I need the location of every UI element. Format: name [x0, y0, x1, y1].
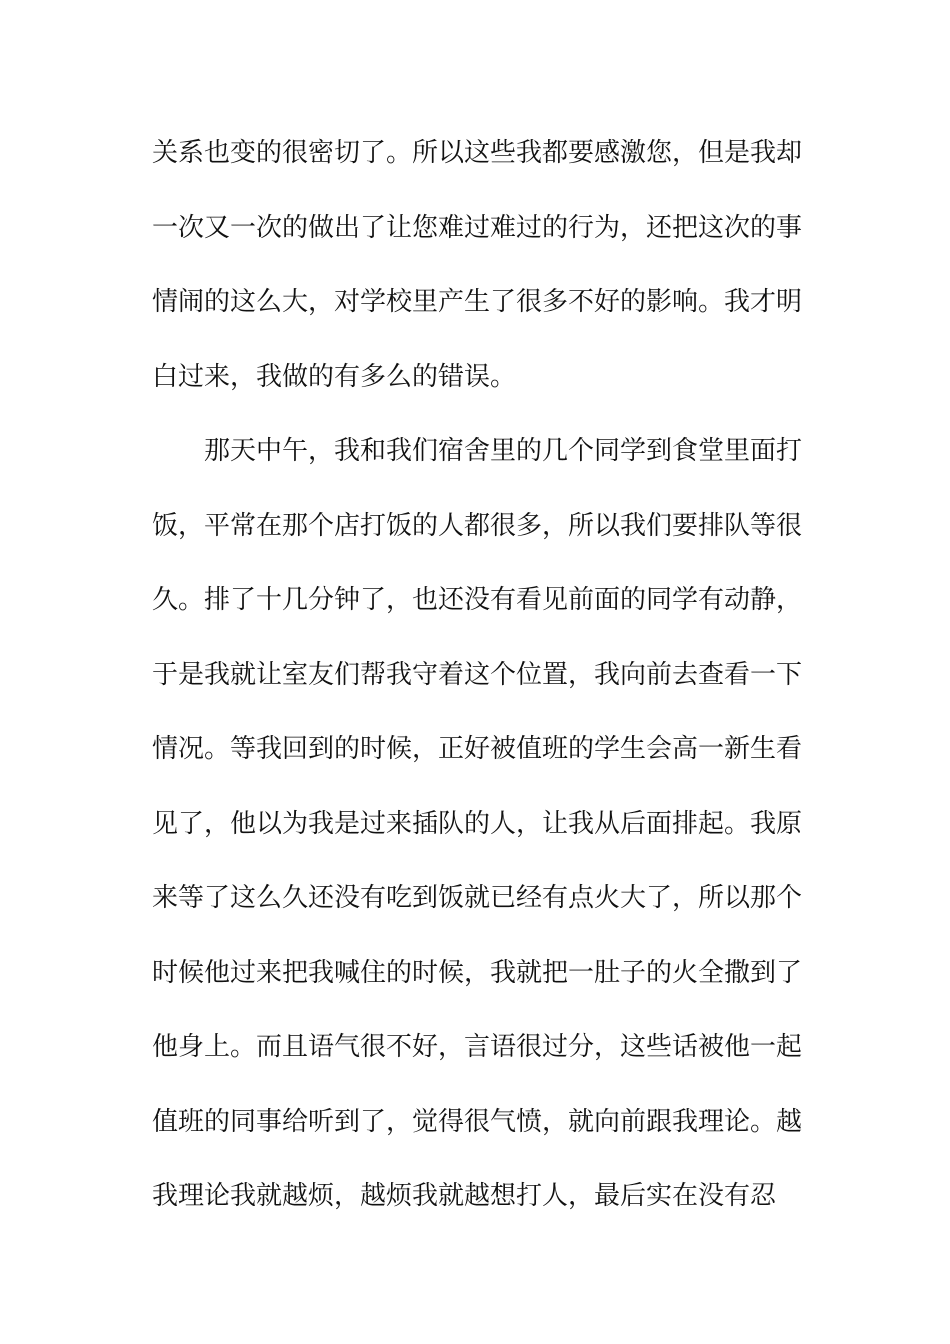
- body-text: [152, 127, 802, 1245]
- text-line: 值班的同事给听到了，觉得很气愤，就向前跟我理论。越: [152, 1106, 803, 1137]
- text-line: 一次又一次的做出了让您难过难过的行为，还把这次的事: [152, 212, 803, 243]
- paragraph-first-line: 那天中午，我和我们宿舍里的几个同学到食堂里面打: [204, 436, 803, 466]
- text-line: 见了，他以为我是过来插队的人，让我从后面排起。我原: [152, 808, 803, 839]
- text-line: 我理论我就越烦，越烦我就越想打人，最后实在没有忍: [152, 1181, 777, 1211]
- text-line: 饭，平常在那个店打饭的人都很多，所以我们要排队等很: [152, 510, 803, 541]
- text-line: 久。排了十几分钟了，也还没有看见前面的同学有动静，: [152, 585, 803, 615]
- text-line: 于是我就让室友们帮我守着这个位置，我向前去查看一下: [152, 659, 803, 690]
- text-line: 来等了这么久还没有吃到饭就已经有点火大了，所以那个: [152, 883, 803, 913]
- text-line: 他身上。而且语气很不好，言语很过分，这些话被他一起: [152, 1032, 803, 1062]
- text-line: 白过来，我做的有多么的错误。: [152, 361, 517, 392]
- text-line: 关系也变的很密切了。所以这些我都要感激您，但是我却: [152, 138, 803, 168]
- text-line: 时候他过来把我喊住的时候，我就把一肚子的火全撒到了: [152, 957, 803, 988]
- text-line: 情闹的这么大，对学校里产生了很多不好的影响。我才明: [152, 287, 803, 317]
- text-line: 情况。等我回到的时候，正好被值班的学生会高一新生看: [152, 734, 803, 764]
